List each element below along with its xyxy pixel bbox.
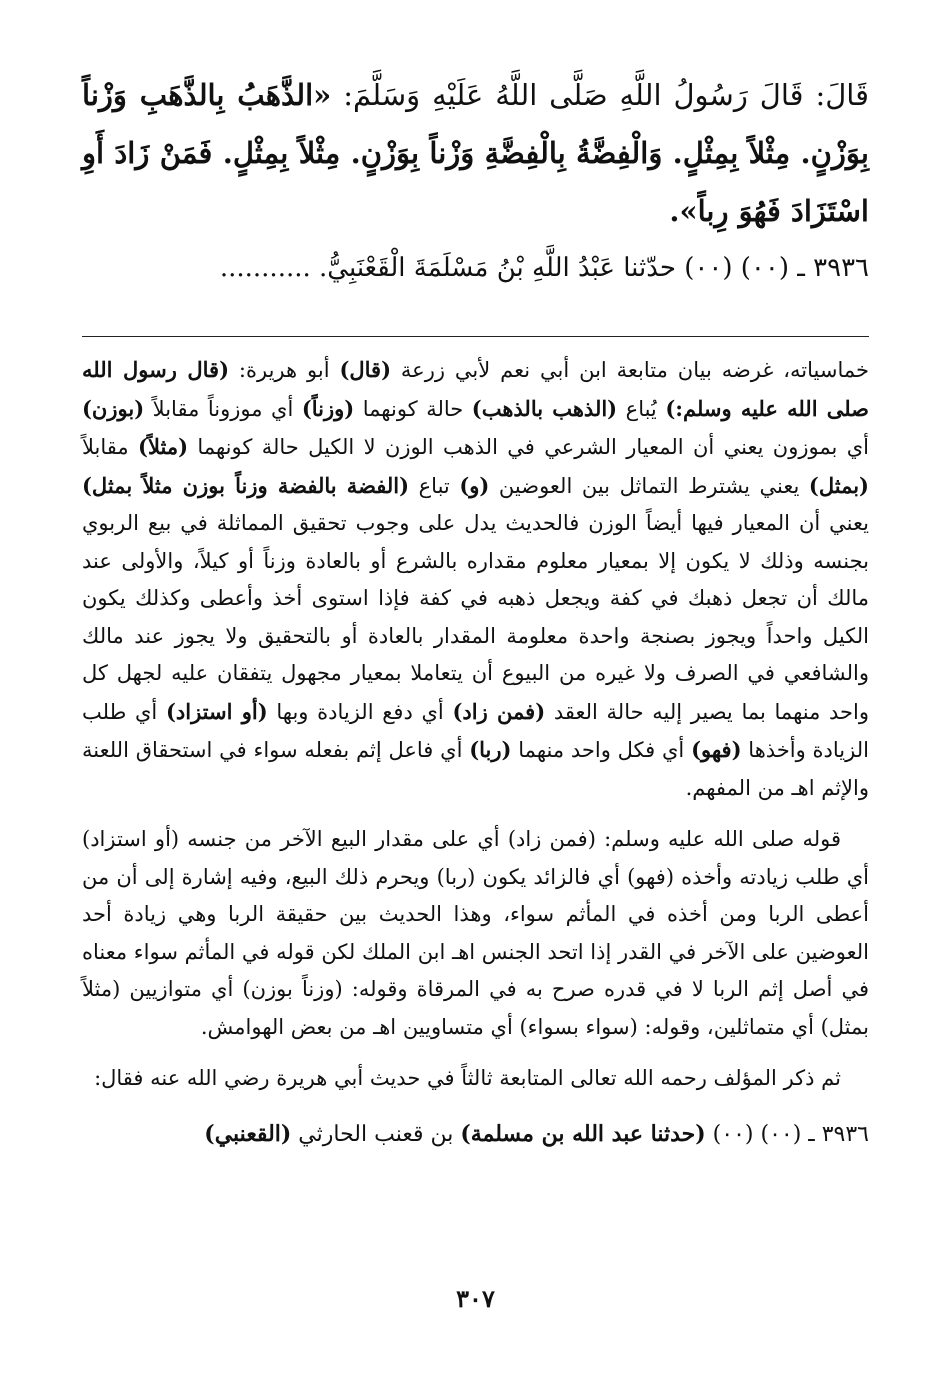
- commentary-quote: (قال): [339, 357, 392, 382]
- hadith-chain-line: [82, 244, 869, 292]
- commentary-text: بن قعنب الحارثي: [291, 1121, 461, 1147]
- commentary-quote: (وزناً): [301, 395, 355, 421]
- commentary-quote: (أو استزاد): [165, 698, 268, 724]
- hadith-text-block: [82, 66, 869, 240]
- commentary-quote: (بوزن): [82, 395, 145, 421]
- commentary-text: تباع: [409, 473, 460, 498]
- commentary-quote: (حدثنا عبد الله بن مسلمة): [460, 1120, 706, 1147]
- commentary-quote: (الذهب بالذهب): [471, 395, 618, 421]
- commentary-text: أي فاعل إثم بفعله سواء في استحقاق اللعنة والإثم اهـ من المفهم.: [82, 738, 869, 800]
- commentary-text: يعني أن المعيار فيها أيضاً الوزن فالحديث يدل على وجوب تحقيق المماثلة في بيع الربوي بجنسه وذلك لا يكون إلا بمعيار معلوم مقداره بالشرع أو بالعادة وزناً أو كيلاً، والأولى عند مالك أن تجعل ذهبك في كفة ويجعل ذهبه في كفة فإذا استوى أخذ وأعطى وكذلك يكون الكيل واحداً ويجوز بصنجة واحدة معلومة المقدار بالعادة أو بالتحقيق ولا يجوز عند مالك والشافعي في الصرف ولا غيره من البيوع أن يتعاملا بمعيار مجهول يتفقان عليه لجهل كل واحد منهما بما يصير إليه حالة العقد: [82, 511, 870, 724]
- commentary-text: مقابلاً: [82, 435, 139, 459]
- commentary-quote: (و): [459, 472, 490, 498]
- commentary-quote: (بمثل): [808, 472, 869, 498]
- commentary-quote: (مثلاً): [138, 434, 189, 459]
- commentary-paragraph-1: [82, 351, 869, 807]
- page-number: ٣٠٧: [456, 1284, 495, 1313]
- hadith-chain-text: حدّثنا عَبْدُ اللَّهِ بْنُ مَسْلَمَةَ الْقَعْنَبِيُّ.: [319, 253, 676, 283]
- commentary-quote: (فمن زاد): [452, 698, 546, 724]
- commentary-text: أي بموزون يعني أن المعيار الشرعي في الذهب الوزن لا الكيل حالة كونهما: [188, 435, 869, 459]
- commentary-text: أي دفع الزيادة وبها: [267, 699, 453, 724]
- commentary-text: أي موزوناً مقابلاً: [144, 396, 302, 421]
- commentary-quote: (الفضة بالفضة وزناً بوزن مثلاً بمثل): [82, 472, 410, 498]
- hadith-chain-dots: ...........: [219, 253, 320, 283]
- commentary-paragraph-2: قوله صلى الله عليه وسلم: (فمن زاد) أي على مقدار البيع الآخر من جنسه (أو استزاد) أي طلب زيادته وأخذه (فهو) أي فالزائد يكون (ربا) ويحرم ذلك البيع، وفيه إشارة إلى أن من أعطى الربا ومن أخذه في المأثم سواء، وهذا الحديث بين حقيقة الربا وهي زيادة أحد العوضين على الآخر في القدر إذا اتحد الجنس اهـ ابن الملك لكن قوله في المأثم سواء معناه في أصل إثم الربا لا في قدره صرح به في المرقاة وقوله: (وزناً بوزن) أي متوازيين (مثلاً بمثل) أي متماثلين، وقوله: (سواء بسواء) أي متساويين اهـ من بعض الهوامش.: [82, 827, 870, 1039]
- commentary-block: [82, 351, 869, 1155]
- commentary-text: يُباع: [617, 396, 666, 421]
- next-hadith-number: ٣٩٣٦ ـ (٠٠) (٠٠): [705, 1121, 869, 1147]
- next-hadith-chain: [82, 1114, 869, 1155]
- commentary-quote: (قال رسول الله صلى الله عليه وسلم:): [82, 357, 869, 421]
- footnote-divider: [82, 336, 869, 337]
- commentary-quote: (ربا): [469, 737, 512, 762]
- commentary-text: خماسياته، غرضه بيان متابعة ابن أبي نعم لأبي زرعة: [391, 358, 869, 382]
- hadith-chain-number: ٣٩٣٦ ـ (٠٠) (٠٠): [675, 253, 869, 283]
- commentary-quote: (القعنبي): [204, 1120, 292, 1147]
- hadith-matn: «الذَّهَبُ بِالذَّهَبِ وَزْناً بِوَزْنٍ. مِثْلاً بِمِثْلٍ. وَالْفِضَّةُ بِالْفِضَّةِ وَزْناً بِوَزْنٍ. مِثْلاً بِمِثْلٍ. فَمَنْ زَادَ أَوِ اسْتَزَادَ فَهُوَ رِباً».: [82, 78, 869, 228]
- commentary-text: يعني يشترط التماثل بين العوضين: [489, 473, 809, 498]
- commentary-text: أبو هريرة:: [229, 358, 340, 382]
- commentary-text: حالة كونهما: [354, 396, 472, 421]
- hadith-intro: قَالَ: قَالَ رَسُولُ اللَّهِ صَلَّى اللَّهُ عَلَيْهِ وَسَلَّمَ:: [331, 78, 869, 112]
- commentary-paragraph-3: ثم ذكر المؤلف رحمه الله تعالى المتابعة ثالثاً في حديث أبي هريرة رضي الله عنه فقال:: [94, 1066, 841, 1090]
- commentary-text: أي فكل واحد منهما: [511, 738, 692, 762]
- commentary-quote: (فهو): [691, 737, 742, 762]
- commentary-text: أي طلب الزيادة وأخذها: [82, 699, 869, 762]
